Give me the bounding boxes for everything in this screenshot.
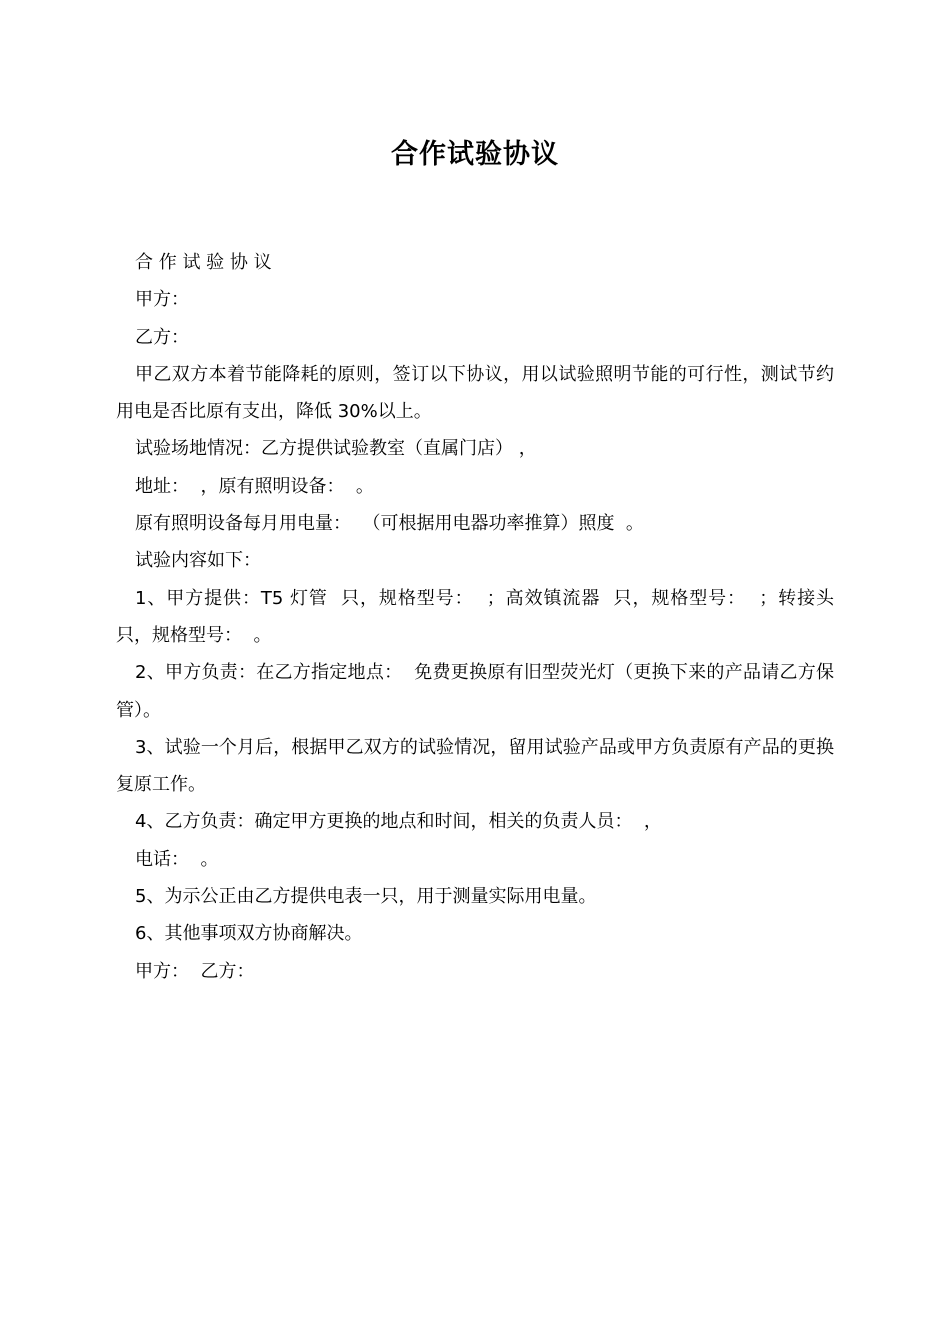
test-content-heading: 试验内容如下：: [135, 550, 261, 572]
site-info-line: 试验场地情况：乙方提供试验教室（直属门店） ，: [135, 438, 537, 460]
clause-5: 5、为示公正由乙方提供电表一只，用于测量实际用电量。: [135, 886, 597, 908]
clause-6: 6、其他事项双方协商解决。: [135, 923, 363, 945]
clause-4: 4、乙方负责：确定甲方更换的地点和时间，相关的负责人员： ，: [135, 811, 662, 833]
document-title: 合作试验协议: [391, 139, 559, 170]
purpose-paragraph: 甲乙双方本着节能降耗的原则，签订以下协议，用以试验照明节能的可行性，测试节约用电是否比原有支出，降低 30%以上。: [116, 363, 834, 423]
signature-line: 甲方： 乙方：: [135, 960, 255, 982]
clause-2: 2、甲方负责：在乙方指定地点： 免费更换原有旧型荧光灯（更换下来的产品请乙方保管）。: [116, 662, 834, 721]
clause-3: 3、试验一个月后，根据甲乙双方的试验情况，留用试验产品或甲方负责原有产品的更换复原工作。: [116, 736, 834, 796]
party-a-line: 甲方：: [135, 289, 189, 311]
document-body: [116, 244, 846, 990]
heading-spaced-title: 合 作 试 验 协 议: [135, 252, 272, 273]
address-line: 地址： ，原有照明设备： 。: [135, 475, 374, 497]
clause-1: 1、甲方提供：T5 灯管 只，规格型号： ；高效镇流器 只，规格型号： ；转接头 只，规格型号： 。: [116, 587, 846, 646]
party-b-line: 乙方：: [135, 326, 189, 348]
monthly-usage-line: 原有照明设备每月用电量： （可根据用电器功率推算）照度 。: [135, 513, 644, 535]
phone-line: 电话： 。: [135, 848, 219, 870]
